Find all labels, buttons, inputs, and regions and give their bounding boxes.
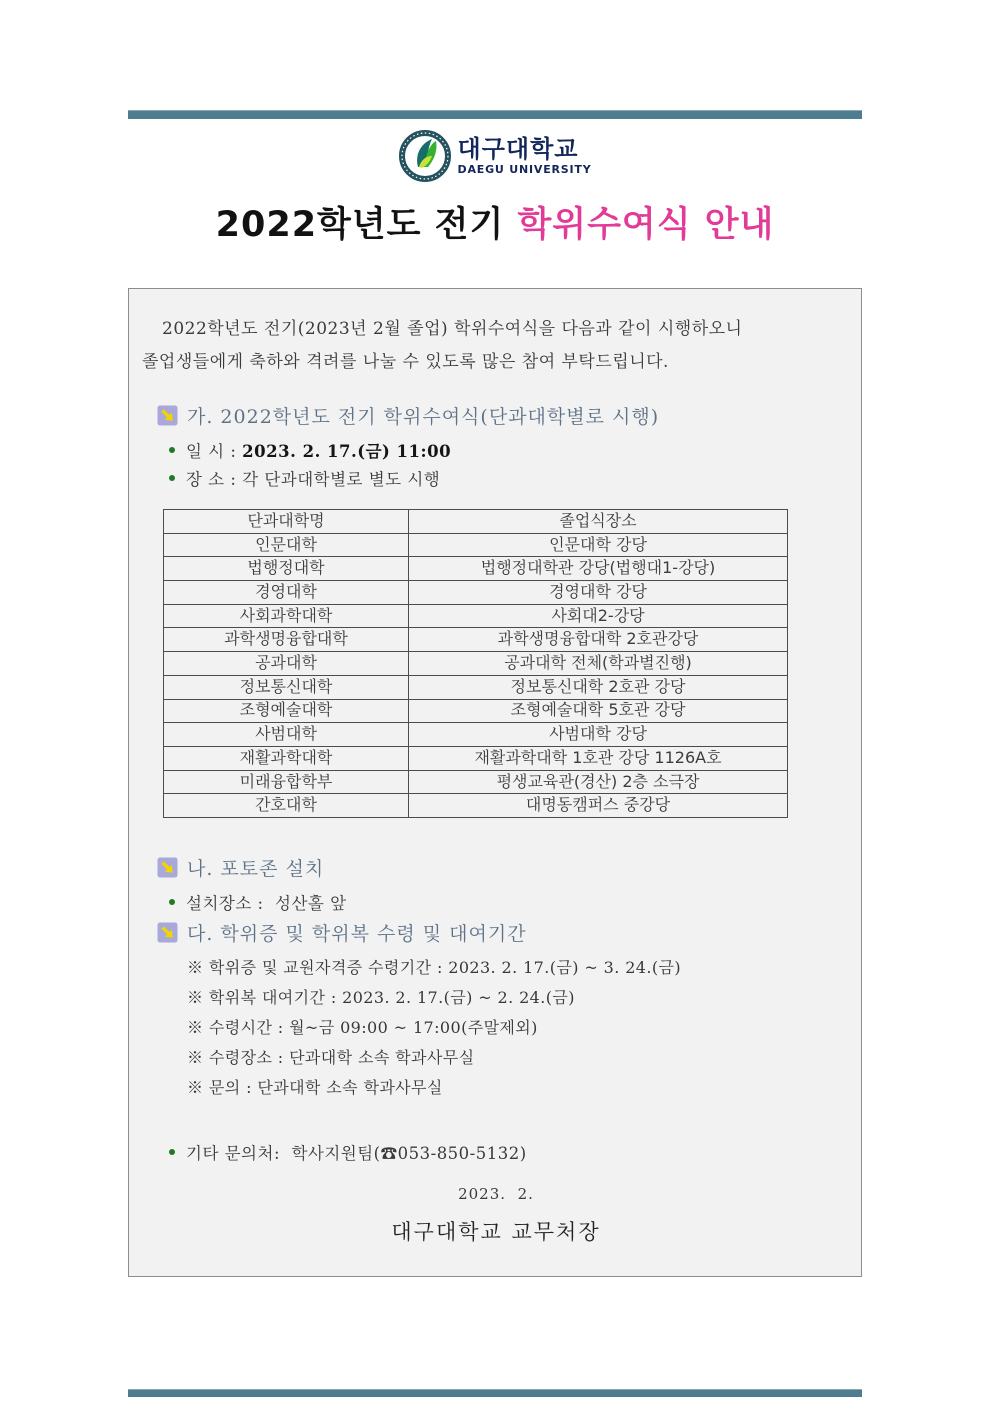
- table-cell-venue: 사회대2-강당: [409, 604, 788, 628]
- table-row: [164, 581, 788, 605]
- table-cell-college: 간호대학: [164, 794, 409, 818]
- table-cell-venue: 사범대학 강당: [409, 723, 788, 747]
- table-cell-college: 재활과학대학: [164, 746, 409, 770]
- table-cell-venue: 과학생명융합대학 2호관강당: [409, 628, 788, 652]
- intro-line-2: 졸업생들에게 축하와 격려를 나눌 수 있도록 많은 참여 부탁드립니다.: [142, 352, 669, 372]
- table-cell-college: 사범대학: [164, 723, 409, 747]
- arrow-down-right-icon: [157, 405, 178, 426]
- table-cell-venue: 조형예술대학 5호관 강당: [409, 699, 788, 723]
- page-title-highlight: 학위수여식 안내: [517, 205, 775, 245]
- notice-date: 2023. 2.: [458, 1185, 534, 1203]
- university-logo: [128, 130, 862, 182]
- table-row: [164, 770, 788, 794]
- table-cell-venue: 경영대학 강당: [409, 581, 788, 605]
- bullet-time: [169, 438, 451, 462]
- table-header-venue: 졸업식장소: [409, 510, 788, 534]
- time-label: 일 시 :: [186, 442, 243, 461]
- table-row: [164, 723, 788, 747]
- table-header-row: [164, 510, 788, 534]
- section-heading-ga-label: 가. 2022학년도 전기 학위수여식(단과대학별로 시행): [187, 406, 660, 428]
- table-cell-venue: 인문대학 강당: [409, 533, 788, 557]
- bullet-dot-icon: [169, 899, 175, 905]
- intro-line-1: 2022학년도 전기(2023년 2월 졸업) 학위수여식을 다음과 같이 시행하오니: [162, 319, 743, 339]
- table-row: [164, 652, 788, 676]
- table-row: [164, 604, 788, 628]
- table-cell-college: 법행정대학: [164, 557, 409, 581]
- photozone-place-text: 설치장소 : 성산홀 앞: [186, 894, 347, 913]
- section-heading-na: [157, 854, 324, 881]
- ceremony-location-table: [163, 509, 788, 818]
- section-heading-na-label: 나. 포토존 설치: [187, 858, 325, 880]
- table-cell-college: 공과대학: [164, 652, 409, 676]
- note-inquiry: ※ 문의 : 단과대학 소속 학과사무실: [187, 1078, 443, 1097]
- table-row: [164, 794, 788, 818]
- table-cell-venue: 대명동캠퍼스 중강당: [409, 794, 788, 818]
- content-box: [128, 288, 862, 1277]
- university-emblem-icon: [399, 130, 451, 182]
- page-title: [128, 203, 862, 249]
- bottom-accent-bar: [128, 1389, 862, 1397]
- table-cell-college: 미래융합학부: [164, 770, 409, 794]
- table-cell-venue: 재활과학대학 1호관 강당 1126A호: [409, 746, 788, 770]
- bullet-dot-icon: [169, 475, 175, 481]
- table-row: [164, 699, 788, 723]
- bullet-photozone-place: [169, 890, 347, 914]
- arrow-down-right-icon: [157, 857, 178, 878]
- university-name-kr: 대구대학교: [457, 134, 579, 163]
- table-cell-college: 경영대학: [164, 581, 409, 605]
- section-heading-ga: [157, 402, 659, 429]
- table-cell-college: 과학생명융합대학: [164, 628, 409, 652]
- bullet-dot-icon: [169, 1149, 175, 1155]
- university-name-en: DAEGU UNIVERSITY: [457, 163, 592, 177]
- note-gown-rental-period: ※ 학위복 대여기간 : 2023. 2. 17.(금) ~ 2. 24.(금): [187, 988, 575, 1007]
- section-heading-da: [157, 919, 527, 946]
- note-certificate-period: ※ 학위증 및 교원자격증 수령기간 : 2023. 2. 17.(금) ~ 3. 24.(금): [187, 958, 681, 977]
- table-cell-venue: 평생교육관(경산) 2층 소극장: [409, 770, 788, 794]
- signature: 대구대학교 교무처장: [391, 1220, 601, 1244]
- table-row: [164, 675, 788, 699]
- university-logo-text: [458, 136, 592, 176]
- top-accent-bar: [128, 110, 862, 119]
- time-value: 2023. 2. 17.(금) 11:00: [242, 442, 452, 461]
- bullet-place: [169, 466, 440, 490]
- table-cell-venue: 법행정대학관 강당(법행대1-강당): [409, 557, 788, 581]
- place-label: 장 소 :: [186, 470, 243, 489]
- table-header-college: 단과대학명: [164, 510, 409, 534]
- table-row: [164, 533, 788, 557]
- table-row: [164, 557, 788, 581]
- note-pickup-location: ※ 수령장소 : 단과대학 소속 학과사무실: [187, 1048, 475, 1067]
- table-cell-college: 조형예술대학: [164, 699, 409, 723]
- bullet-dot-icon: [169, 447, 175, 453]
- table-cell-college: 사회과학대학: [164, 604, 409, 628]
- table-cell-college: 인문대학: [164, 533, 409, 557]
- bullet-other-contact: [169, 1140, 527, 1164]
- table-cell-venue: 공과대학 전체(학과별진행): [409, 652, 788, 676]
- table-row: [164, 628, 788, 652]
- page-title-prefix: 2022학년도 전기: [215, 205, 518, 245]
- table-cell-college: 정보통신대학: [164, 675, 409, 699]
- arrow-down-right-icon: [157, 922, 178, 943]
- other-contact-text: 기타 문의처: 학사지원팀(☎053-850-5132): [186, 1144, 527, 1163]
- table-row: [164, 746, 788, 770]
- section-heading-da-label: 다. 학위증 및 학위복 수령 및 대여기간: [187, 923, 527, 945]
- table-cell-venue: 정보통신대학 2호관 강당: [409, 675, 788, 699]
- place-value: 각 단과대학별로 별도 시행: [242, 470, 441, 489]
- note-pickup-hours: ※ 수령시간 : 월~금 09:00 ~ 17:00(주말제외): [187, 1018, 538, 1037]
